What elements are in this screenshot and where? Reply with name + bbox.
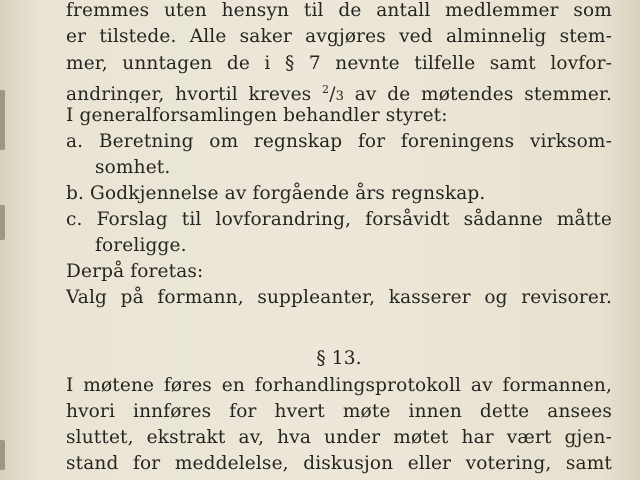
text-fragment: andringer, hvortil kreves bbox=[66, 84, 312, 103]
text-line bbox=[66, 77, 612, 103]
fraction-denominator: 3 bbox=[335, 89, 345, 103]
text-fragment: av de møtendes stemmer. bbox=[354, 84, 612, 103]
list-item-a: a. Beretning om regnskap for foreningens virksom- bbox=[66, 131, 612, 152]
text-line: er tilstede. Alle saker avgjøres ved alminnelig stem- bbox=[66, 26, 612, 47]
text-line: stand for meddelelse, diskusjon eller votering, samt bbox=[66, 453, 612, 474]
list-item-c: c. Forslag til lovforandring, forsåvidt sådanne måtte bbox=[66, 209, 612, 230]
fraction: $^2$/3 bbox=[322, 83, 345, 103]
text-line: fremmes uten hensyn til de antall medlemmer som bbox=[66, 0, 612, 21]
section-heading: § 13. bbox=[316, 348, 362, 369]
text-line: mer, unntagen de i § 7 nevnte tilfelle samt lovfor- bbox=[66, 53, 612, 74]
text-line: I møtene føres en forhandlingsprotokoll av formannen, bbox=[66, 375, 612, 396]
fraction-numerator: 2 bbox=[322, 83, 330, 96]
text-line: sluttet, ekstrakt av, hva under møtet har vært gjen- bbox=[66, 427, 612, 448]
text-line: Valg på formann, suppleanter, kasserer og revisorer. bbox=[66, 287, 612, 308]
text-line: foreligge. bbox=[95, 235, 187, 256]
text-line: Derpå foretas: bbox=[66, 261, 204, 282]
binding-mark bbox=[0, 205, 5, 240]
text-line: I generalforsamlingen behandler styret: bbox=[66, 105, 448, 126]
binding-mark bbox=[0, 90, 5, 150]
text-line: somhet. bbox=[95, 157, 171, 178]
binding-mark bbox=[0, 440, 5, 470]
list-item-b: b. Godkjennelse av forgående års regnskap. bbox=[66, 183, 486, 204]
text-line: hvori innføres for hvert møte innen dette ansees bbox=[66, 401, 612, 422]
